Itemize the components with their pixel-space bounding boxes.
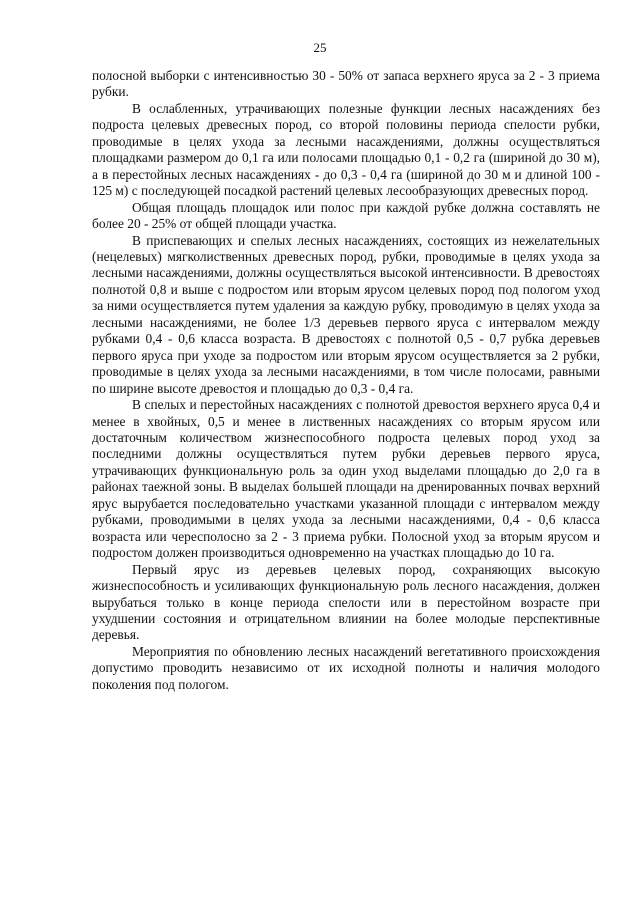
document-body [92, 68, 600, 693]
paragraph: В ослабленных, утрачивающих полезные функции лесных насаждениях без подроста целевых древесных пород, со второй половины периода спелости рубки, проводимые в целях ухода за лесными насаждениями, должны осуществляться площадками размером до 0,1 га или полосами площадью 0,1 - 0,2 га (шириной до 30 м), а в перестойных лесных насаждениях - до 0,3 - 0,4 га (шириной до 30 м и длиной 100 - 125 м) с последующей посадкой растений целевых лесообразующих древесных пород. [92, 100, 600, 199]
page-number: 25 [313, 40, 327, 55]
paragraph: Общая площадь площадок или полос при каждой рубке должна составлять не более 20 - 25% от общей площади участка. [92, 199, 600, 232]
paragraph: полосной выборки с интенсивностью 30 - 50% от запаса верхнего яруса за 2 - 3 приема рубки. [92, 68, 600, 100]
paragraph: В приспевающих и спелых лесных насаждениях, состоящих из нежелательных (нецелевых) мягколиственных древесных пород, рубки, проводимые в целях ухода за лесными насаждениями, должны осуществляться высокой интенсивности. В древостоях полнотой 0,8 и выше с подростом или вторым ярусом целевых пород под пологом уход за ними осуществляется путем удаления за каждую рубку, проводимую в целях ухода за лесными насаждениями, не более 1/3 деревьев первого яруса с интервалом между рубками 0,4 - 0,6 класса возраста. В древостоях с полнотой 0,5 - 0,7 рубка деревьев первого яруса при уходе за подростом или вторым ярусом осуществляется за 2 рубки, проводимые в целях ухода за лесными насаждениями, в том числе полосами, равными по ширине высоте древостоя и площадью до 0,3 - 0,4 га. [92, 232, 600, 396]
paragraph: Мероприятия по обновлению лесных насаждений вегетативного происхождения допустимо проводить независимо от их исходной полноты и наличия молодого поколения под пологом. [92, 643, 600, 692]
paragraph: Первый ярус из деревьев целевых пород, сохраняющих высокую жизнеспособность и усиливающих функциональную роль лесного насаждения, должен вырубаться только в конце периода спелости или в перестойном возрасте при ухудшении состояния и отрицательном влиянии на более молодые перспективные деревья. [92, 561, 600, 643]
paragraph: В спелых и перестойных насаждениях с полнотой древостоя верхнего яруса 0,4 и менее в хвойных, 0,5 и менее в лиственных насаждениях со вторым ярусом или достаточным количеством жизнеспособного подроста целевых пород уход за последними должны осуществляться путем рубки деревьев первого яруса, утрачивающих функциональную роль за один уход выделами площадью до 2,0 га в районах таежной зоны. В выделах большей площади на дренированных почвах верхний ярус вырубается последовательно участками указанной площади с интервалом между рубками, проводимыми в целях ухода за лесными насаждениями, 0,4 - 0,6 класса возраста или чересполосно за 2 - 3 приема рубки. Полосной уход за вторым ярусом и подростом должен производиться одновременно на участках площадью до 10 га. [92, 397, 600, 561]
